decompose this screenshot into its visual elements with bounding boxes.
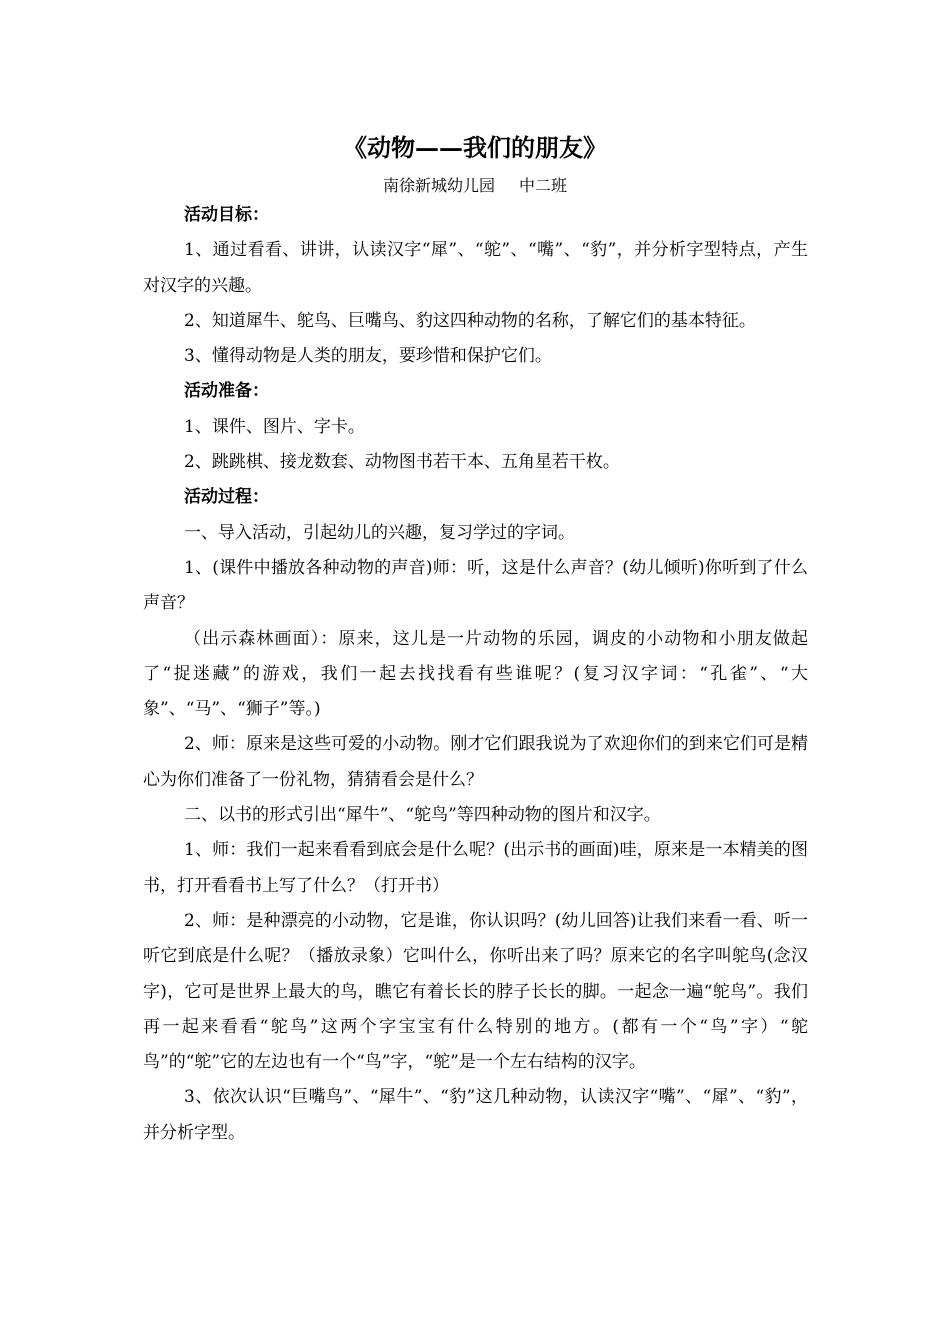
paragraph: 2、知道犀牛、鸵鸟、巨嘴鸟、豹这四种动物的名称，了解它们的基本特征。 bbox=[184, 310, 756, 331]
paragraph: 1、通过看看、讲讲，认读汉字“犀”、“鸵”、“嘴”、“豹”，并分析字型特点，产生对汉字的兴趣。 bbox=[143, 240, 808, 296]
paragraph: 3、依次认识“巨嘴鸟”、“犀牛”、“豹”这几种动物，认读汉字“嘴”、“犀”、“豹”，并分析字型。 bbox=[143, 1087, 808, 1143]
paragraph: 2、师：是种漂亮的小动物，它是谁，你认识吗？(幼儿回答)让我们来看一看、听一听它到底是什么呢？（播放录象）它叫什么，你听出来了吗？原来它的名字叫鸵鸟(念汉字)，它可是世界上最大的鸟，瞧它有着长长的脖子长长的脚。一起念一遍“鸵鸟”。我们再一起来看看“鸵鸟”这两个字宝宝有什么特别的地方。(都有一个“鸟”字）“鸵鸟”的“鸵”它的左边也有一个“鸟”字，“鸵”是一个左右结构的汉字。 bbox=[143, 910, 808, 1073]
paragraph: 2、跳跳棋、接龙数套、动物图书若干本、五角星若干枚。 bbox=[184, 452, 620, 473]
document-title: 《动物——我们的朋友》 bbox=[343, 133, 607, 162]
paragraph: 3、懂得动物是人类的朋友，要珍惜和保护它们。 bbox=[184, 346, 552, 367]
section-heading-preparation: 活动准备： bbox=[184, 381, 269, 402]
class-name: 中二班 bbox=[519, 176, 568, 195]
section-heading-process: 活动过程： bbox=[184, 487, 269, 508]
paragraph: 2、师：原来是这些可爱的小动物。刚才它们跟我说为了欢迎你们的到来它们可是精心为你们准备了一份礼物，猜猜看会是什么？ bbox=[143, 734, 808, 790]
school-name: 南徐新城幼儿园 bbox=[382, 176, 495, 195]
paragraph: 二、以书的形式引出“犀牛”、“鸵鸟”等四种动物的图片和汉字。 bbox=[184, 805, 661, 826]
paragraph: 1、(课件中播放各种动物的声音)师：听，这是什么声音？(幼儿倾听)你听到了什么声音？ bbox=[143, 557, 808, 614]
document-subtitle bbox=[0, 174, 950, 198]
section-heading-goals: 活动目标： bbox=[184, 205, 269, 225]
paragraph: 一、导入活动，引起幼儿的兴趣，复习学过的字词。 bbox=[184, 522, 575, 543]
paragraph: （出示森林画面）：原来，这儿是一片动物的乐园，调皮的小动物和小朋友做起了“捉迷藏”的游戏，我们一起去找找看有些谁呢？(复习汉字词：“孔雀”、“大象”、“马”、“狮子”等。) bbox=[143, 628, 808, 720]
paragraph: 1、课件、图片、字卡。 bbox=[184, 416, 365, 437]
document-body bbox=[143, 198, 808, 1151]
paragraph: 1、师：我们一起来看看到底会是什么呢？(出示书的画面)哇，原来是一本精美的图书，打开看看书上写了什么？（打开书） bbox=[143, 840, 808, 896]
